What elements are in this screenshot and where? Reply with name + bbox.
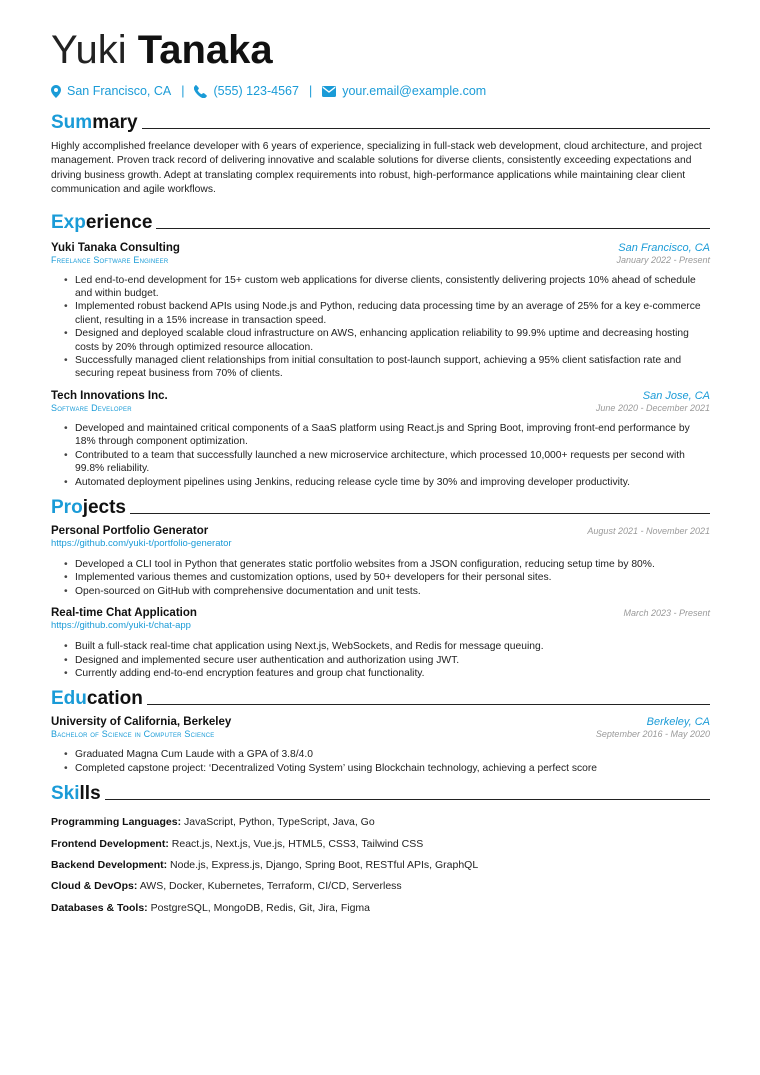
list-item: • Developed a CLI tool in Python that generates static portfolio websites from a JSON configuration, reducing setup time by 80%. — [75, 558, 710, 571]
skill-value: JavaScript, Python, TypeScript, Java, Go — [184, 816, 375, 829]
phone-text: (555) 123-4567 — [213, 84, 299, 98]
section-title-education: Education — [51, 686, 710, 710]
section-title-skills: Skills — [51, 781, 710, 805]
section-title-projects: Projects — [51, 495, 710, 519]
list-item: • Designed and deployed scalable cloud infrastructure on AWS, enhancing application reliability to 99.9% uptime and decreasing hosting costs by 20% through optimized resource allocation. — [75, 327, 710, 354]
skill-label: Programming Languages: — [51, 816, 182, 829]
project-entry — [51, 607, 710, 680]
skill-row — [51, 898, 710, 919]
entry-dates: January 2022 - Present — [616, 254, 710, 265]
job-role: Software Developer — [51, 402, 132, 413]
skill-value: Node.js, Express.js, Django, Spring Boot, RESTful APIs, GraphQL — [170, 858, 479, 871]
section-rule — [130, 513, 710, 514]
project-link[interactable]: https://github.com/yuki-t/portfolio-generator — [51, 537, 232, 549]
list-item: • Graduated Magna Cum Laude with a GPA of 3.8/4.0 — [75, 748, 710, 761]
skill-row — [51, 834, 710, 855]
list-item: • Currently adding end-to-end encryption features and group chat functionality. — [75, 667, 710, 680]
entry-location: San Jose, CA — [642, 389, 710, 402]
entry-dates: June 2020 - December 2021 — [595, 402, 710, 413]
section-rule — [142, 128, 710, 129]
email-link[interactable]: your.email@example.com — [342, 84, 487, 98]
skill-label: Backend Development: — [51, 858, 168, 871]
entry-dates: August 2021 - November 2021 — [587, 525, 710, 536]
project-entry — [51, 525, 710, 598]
bullet-list — [51, 274, 710, 381]
education-entry — [51, 716, 710, 775]
list-item: • Implemented robust backend APIs using Node.js and Python, reducing data processing time by an average of 25% for a key e-commerce client, resulting in a 15% increase in transaction speed. — [75, 300, 710, 327]
envelope-icon — [322, 86, 336, 97]
project-name: Real-time Chat Application — [51, 607, 197, 620]
company-name: Yuki Tanaka Consulting — [51, 241, 180, 254]
skill-row — [51, 855, 710, 876]
skill-label: Cloud & DevOps: — [51, 880, 138, 893]
company-name: Tech Innovations Inc. — [51, 389, 168, 402]
list-item: • Open-sourced on GitHub with comprehensive documentation and unit tests. — [75, 585, 710, 598]
entry-location: Berkeley, CA — [646, 716, 710, 729]
contact-phone — [194, 84, 298, 98]
experience-entry — [51, 390, 710, 489]
skill-value: AWS, Docker, Kubernetes, Terraform, CI/CD, Serverless — [139, 880, 402, 893]
degree-name: Bachelor of Science in Computer Science — [51, 729, 215, 740]
contact-location — [51, 84, 171, 98]
section-title-experience: Experience — [51, 210, 710, 234]
list-item: • Implemented various themes and customization options, used by 50+ developers for their personal sites. — [75, 571, 710, 584]
list-item: • Designed and implemented secure user authentication and authorization using JWT. — [75, 654, 710, 667]
skill-row — [51, 812, 710, 833]
location-text: San Francisco, CA — [67, 84, 172, 98]
skills-list — [51, 812, 710, 919]
bullet-list — [51, 748, 710, 775]
entry-dates: September 2016 - May 2020 — [595, 729, 710, 740]
candidate-name — [51, 26, 710, 74]
experience-entry — [51, 242, 710, 381]
project-name: Personal Portfolio Generator — [51, 524, 209, 537]
first-name: Yuki — [51, 28, 127, 72]
phone-icon — [194, 85, 207, 98]
bullet-list — [51, 558, 710, 598]
bullet-list — [51, 640, 710, 680]
section-rule — [105, 799, 710, 800]
skill-value: PostgreSQL, MongoDB, Redis, Git, Jira, Figma — [150, 901, 371, 914]
section-rule — [147, 704, 710, 705]
summary-text: Highly accomplished freelance developer with 6 years of experience, specializing in full-stack web development, cloud architecture, and project management. Proven track record of delivering innovative and scalable solutions for diverse clients, consistently exceeding expectations and driving business growth. Adept at translating complex requirements into robust, high-performance applications while maintaining clear client communication and agile workflows. — [51, 141, 702, 196]
contact-separator: | — [181, 84, 185, 98]
contact-separator: | — [308, 84, 313, 98]
skill-value: React.js, Next.js, Vue.js, HTML5, CSS3, Tailwind CSS — [171, 837, 424, 850]
list-item: • Developed and maintained critical components of a SaaS platform using React.js and Spring Boot, improving front-end performance by 18% through component optimization. — [75, 422, 710, 449]
list-item: • Completed capstone project: ‘Decentralized Voting System’ using Blockchain technology, achieving a perfect score — [75, 762, 710, 775]
skill-label: Frontend Development: — [51, 837, 169, 850]
list-item: • Automated deployment pipelines using Jenkins, reducing release cycle time by 30% and improving developer productivity. — [75, 476, 710, 489]
contact-bar — [51, 82, 710, 100]
school-name: University of California, Berkeley — [51, 716, 232, 729]
bullet-list — [51, 422, 710, 489]
contact-email[interactable] — [322, 84, 486, 98]
list-item: • Built a full-stack real-time chat application using Next.js, WebSockets, and Redis for message queuing. — [75, 640, 710, 653]
map-pin-icon — [51, 85, 61, 98]
job-role: Freelance Software Engineer — [51, 254, 169, 265]
entry-dates: March 2023 - Present — [623, 608, 710, 619]
skill-row — [51, 876, 710, 897]
list-item: • Led end-to-end development for 15+ custom web applications for diverse clients, consistently delivering projects 10% ahead of schedule and within budget. — [75, 274, 710, 301]
entry-location: San Francisco, CA — [618, 241, 710, 254]
project-link[interactable]: https://github.com/yuki-t/chat-app — [51, 620, 191, 632]
list-item: • Successfully managed client relationships from initial consultation to post-launch support, achieving a 95% client satisfaction rate and securing repeat business from 70% of clients. — [75, 354, 710, 381]
list-item: • Contributed to a team that successfully launched a new microservice architecture, which processed 10,000+ requests per second with 99.8% reliability. — [75, 449, 710, 476]
skill-label: Databases & Tools: — [51, 901, 148, 914]
section-rule — [156, 228, 710, 229]
last-name: Tanaka — [137, 28, 273, 72]
section-title-summary: Summary — [51, 110, 710, 134]
